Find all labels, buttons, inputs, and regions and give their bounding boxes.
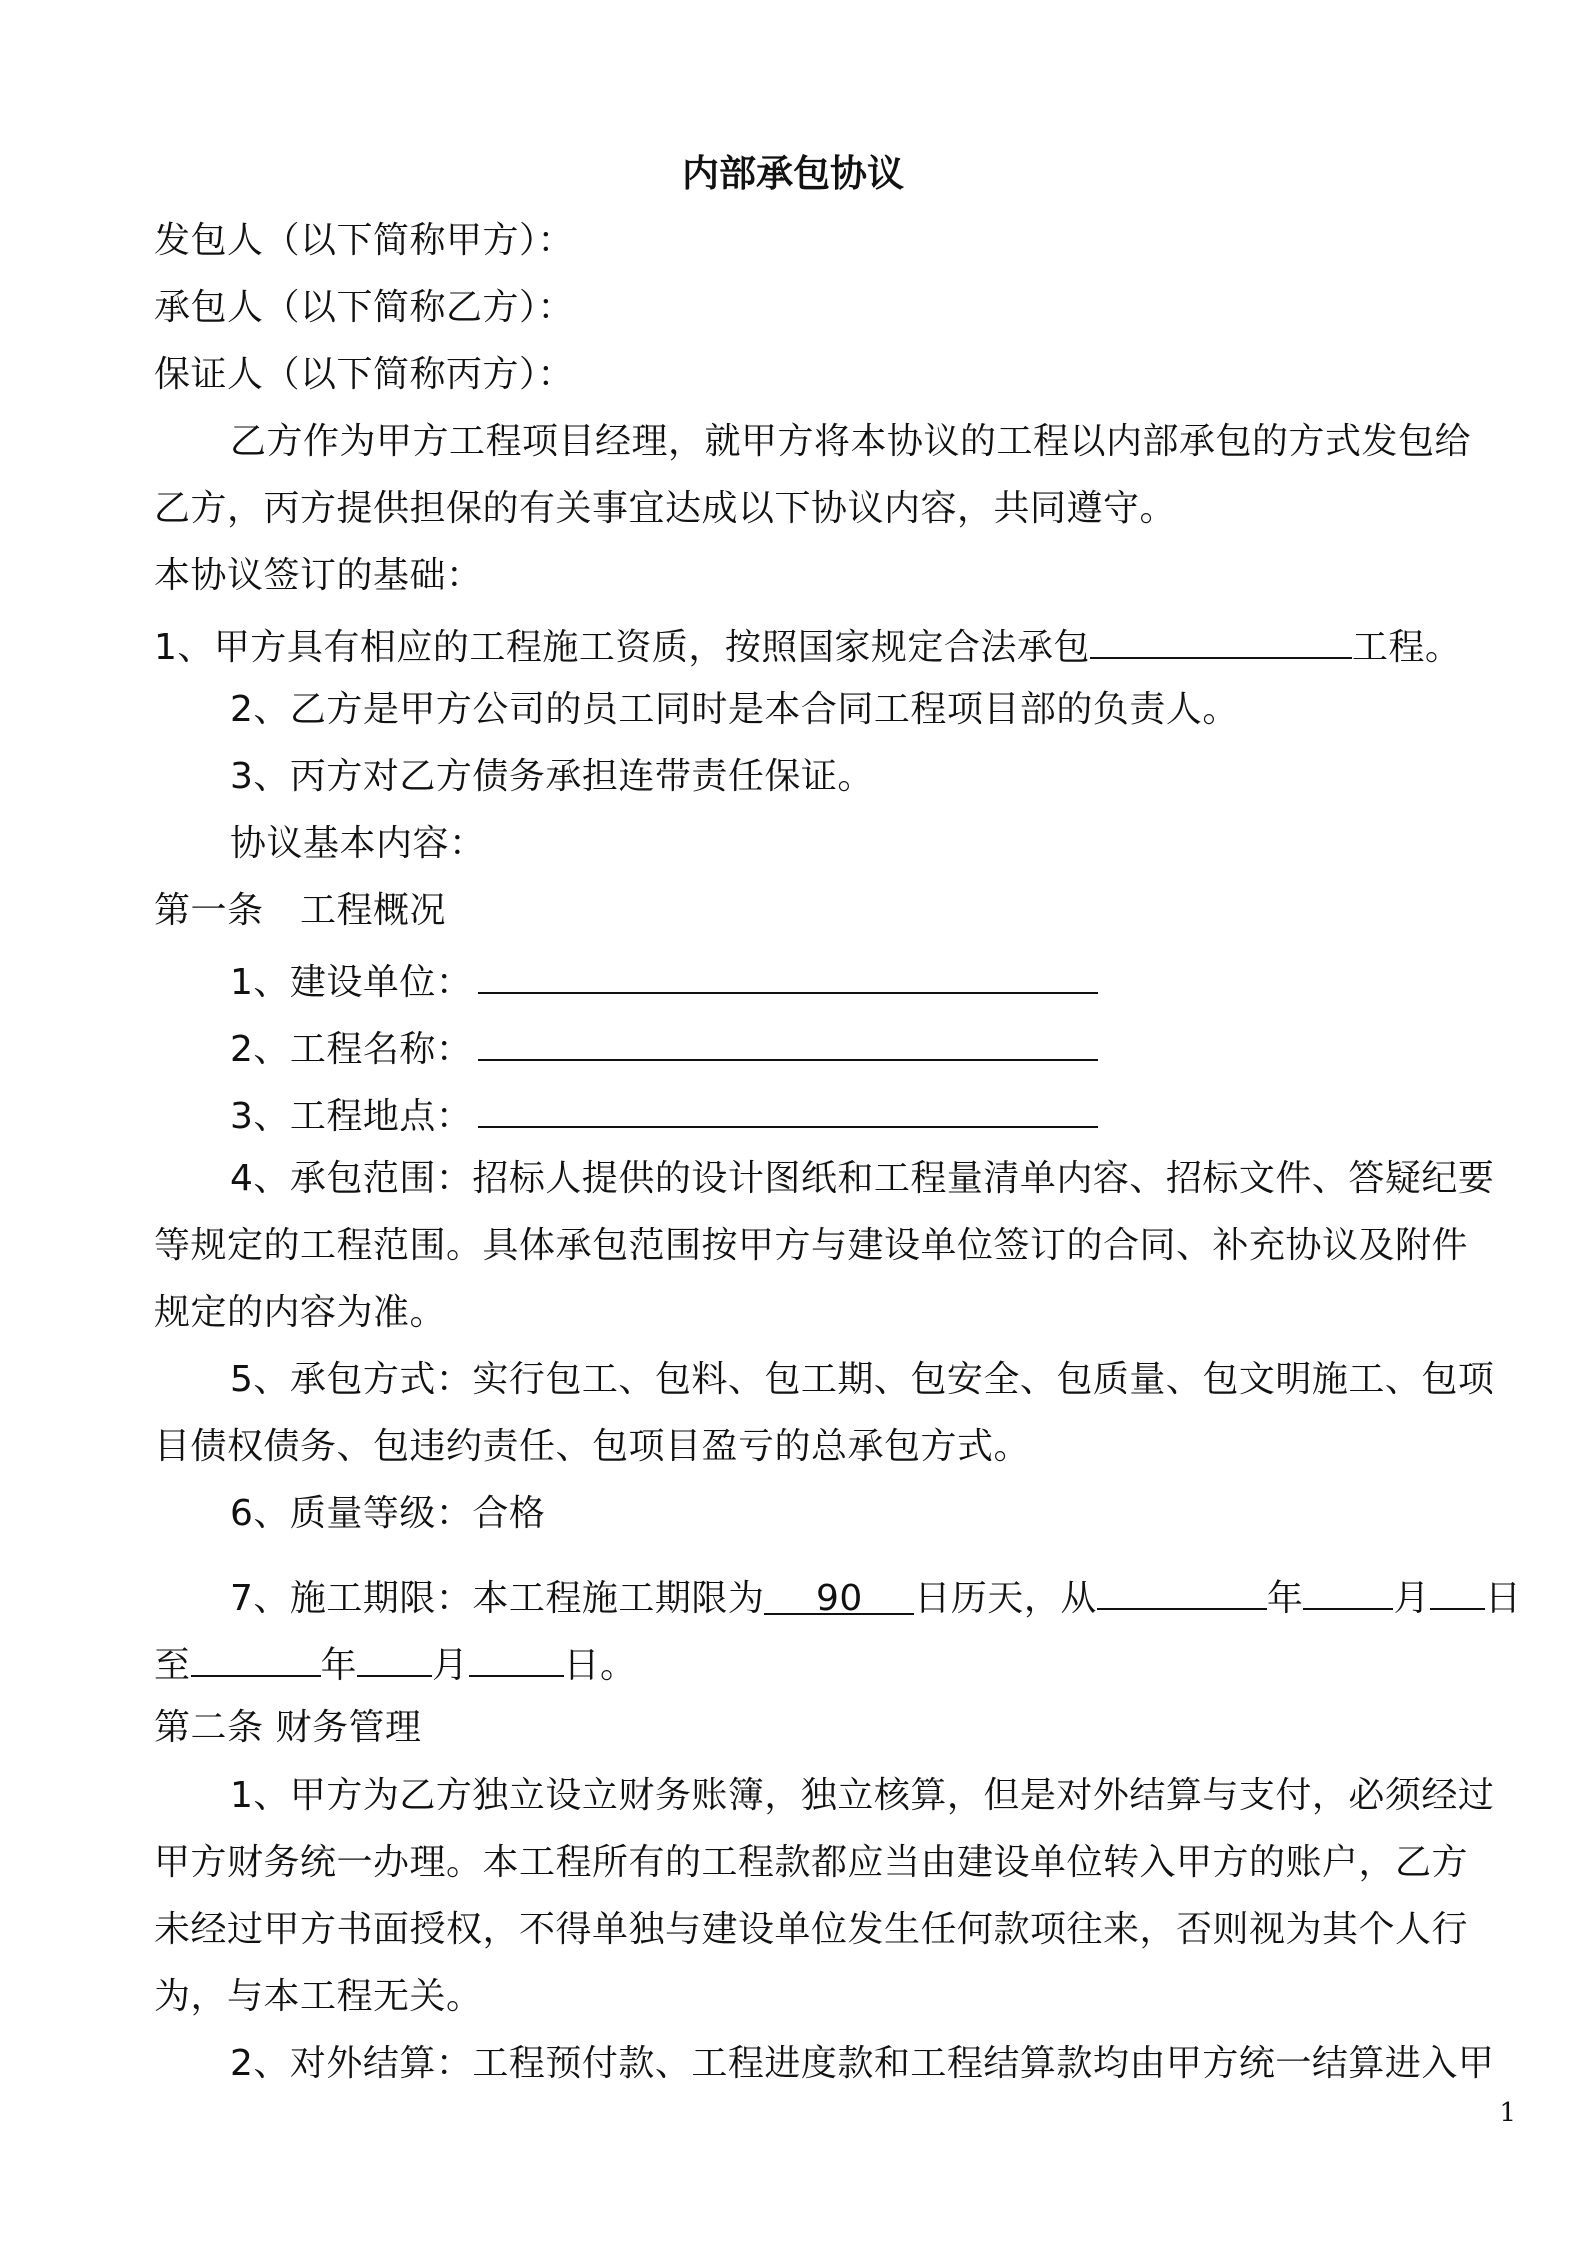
page-number: 1 — [1499, 2098, 1516, 2128]
start-day-label: 日 — [1484, 1578, 1522, 1619]
basis-item-3: 3、丙方对乙方债务承担连带责任保证。 — [230, 756, 874, 797]
item-4-line-1: 4、承包范围：招标人提供的设计图纸和工程量清单内容、招标文件、答疑纪要 — [230, 1158, 1495, 1199]
item-3-project-location — [154, 1086, 1516, 1143]
item-2-project-name — [154, 1019, 1516, 1076]
page-title: 内部承包协议 — [682, 152, 904, 195]
article-2-heading: 第二条 财务管理 — [154, 1707, 422, 1748]
end-month-label: 月 — [432, 1645, 469, 1686]
item-7-line-1 — [154, 1568, 1522, 1625]
start-year-label: 年 — [1266, 1578, 1304, 1619]
end-month-blank — [357, 1635, 432, 1677]
item-6-quality: 6、质量等级：合格 — [230, 1493, 546, 1534]
party-a-line: 发包人（以下简称甲方）： — [154, 220, 575, 261]
basis-item-2: 2、乙方是甲方公司的员工同时是本合同工程项目部的负责人。 — [230, 689, 1239, 730]
days-blank: 90 — [764, 1573, 914, 1615]
finance-1-line-1: 1、甲方为乙方独立设立财务账簿，独立核算，但是对外结算与支付，必须经过 — [230, 1775, 1495, 1816]
item-7-label: 7、施工期限：本工程施工期限为 — [230, 1578, 765, 1619]
end-day-label: 日。 — [563, 1645, 637, 1686]
article-1-heading: 第一条 工程概况 — [154, 890, 447, 931]
basis-item-1-text: 1、甲方具有相应的工程施工资质，按照国家规定合法承包 — [154, 627, 1090, 668]
finance-1-line-4: 为，与本工程无关。 — [154, 1976, 483, 2017]
party-c-line: 保证人（以下简称丙方）： — [154, 354, 575, 395]
content-heading: 协议基本内容： — [230, 823, 486, 864]
finance-1-line-3: 未经过甲方书面授权，不得单独与建设单位发生任何款项往来，否则视为其个人行 — [154, 1909, 1469, 1950]
project-location-blank — [478, 1086, 1098, 1128]
item-5-line-1: 5、承包方式：实行包工、包料、包工期、包安全、包质量、包文明施工、包项 — [230, 1359, 1495, 1400]
start-year-blank — [1097, 1568, 1267, 1610]
end-year-label: 年 — [320, 1645, 358, 1686]
project-blank — [1090, 617, 1352, 659]
item-3-label: 3、工程地点： — [230, 1096, 473, 1137]
item-7-to: 至 — [154, 1645, 191, 1686]
finance-2-line-1: 2、对外结算：工程预付款、工程进度款和工程结算款均由甲方统一结算进入甲 — [230, 2043, 1495, 2084]
basis-item-1 — [154, 617, 1516, 674]
item-7-from: 日历天，从 — [914, 1578, 1097, 1619]
start-day-blank — [1430, 1568, 1485, 1610]
item-4-line-2: 等规定的工程范围。具体承包范围按甲方与建设单位签订的合同、补充协议及附件 — [154, 1225, 1469, 1266]
end-year-blank — [191, 1635, 321, 1677]
item-4-line-3: 规定的内容为准。 — [154, 1292, 447, 1333]
basis-heading: 本协议签订的基础： — [154, 555, 483, 596]
start-month-label: 月 — [1393, 1578, 1430, 1619]
item-2-label: 2、工程名称： — [230, 1029, 473, 1070]
construction-unit-blank — [478, 952, 1098, 994]
item-5-line-2: 目债权债务、包违约责任、包项目盈亏的总承包方式。 — [154, 1426, 1031, 1467]
item-7-line-2 — [154, 1635, 1516, 1692]
item-1-label: 1、建设单位： — [230, 962, 473, 1003]
finance-1-line-2: 甲方财务统一办理。本工程所有的工程款都应当由建设单位转入甲方的账户，乙方 — [154, 1842, 1469, 1883]
item-1-construction-unit — [154, 952, 1516, 1009]
end-day-blank — [469, 1635, 564, 1677]
project-name-blank — [478, 1019, 1098, 1061]
start-month-blank — [1303, 1568, 1393, 1610]
intro-line-1: 乙方作为甲方工程项目经理，就甲方将本协议的工程以内部承包的方式发包给 — [230, 421, 1472, 462]
party-b-line: 承包人（以下简称乙方）： — [154, 287, 575, 328]
intro-line-2: 乙方，丙方提供担保的有关事宜达成以下协议内容，共同遵守。 — [154, 488, 1177, 529]
basis-item-1-suffix: 工程。 — [1351, 627, 1462, 668]
